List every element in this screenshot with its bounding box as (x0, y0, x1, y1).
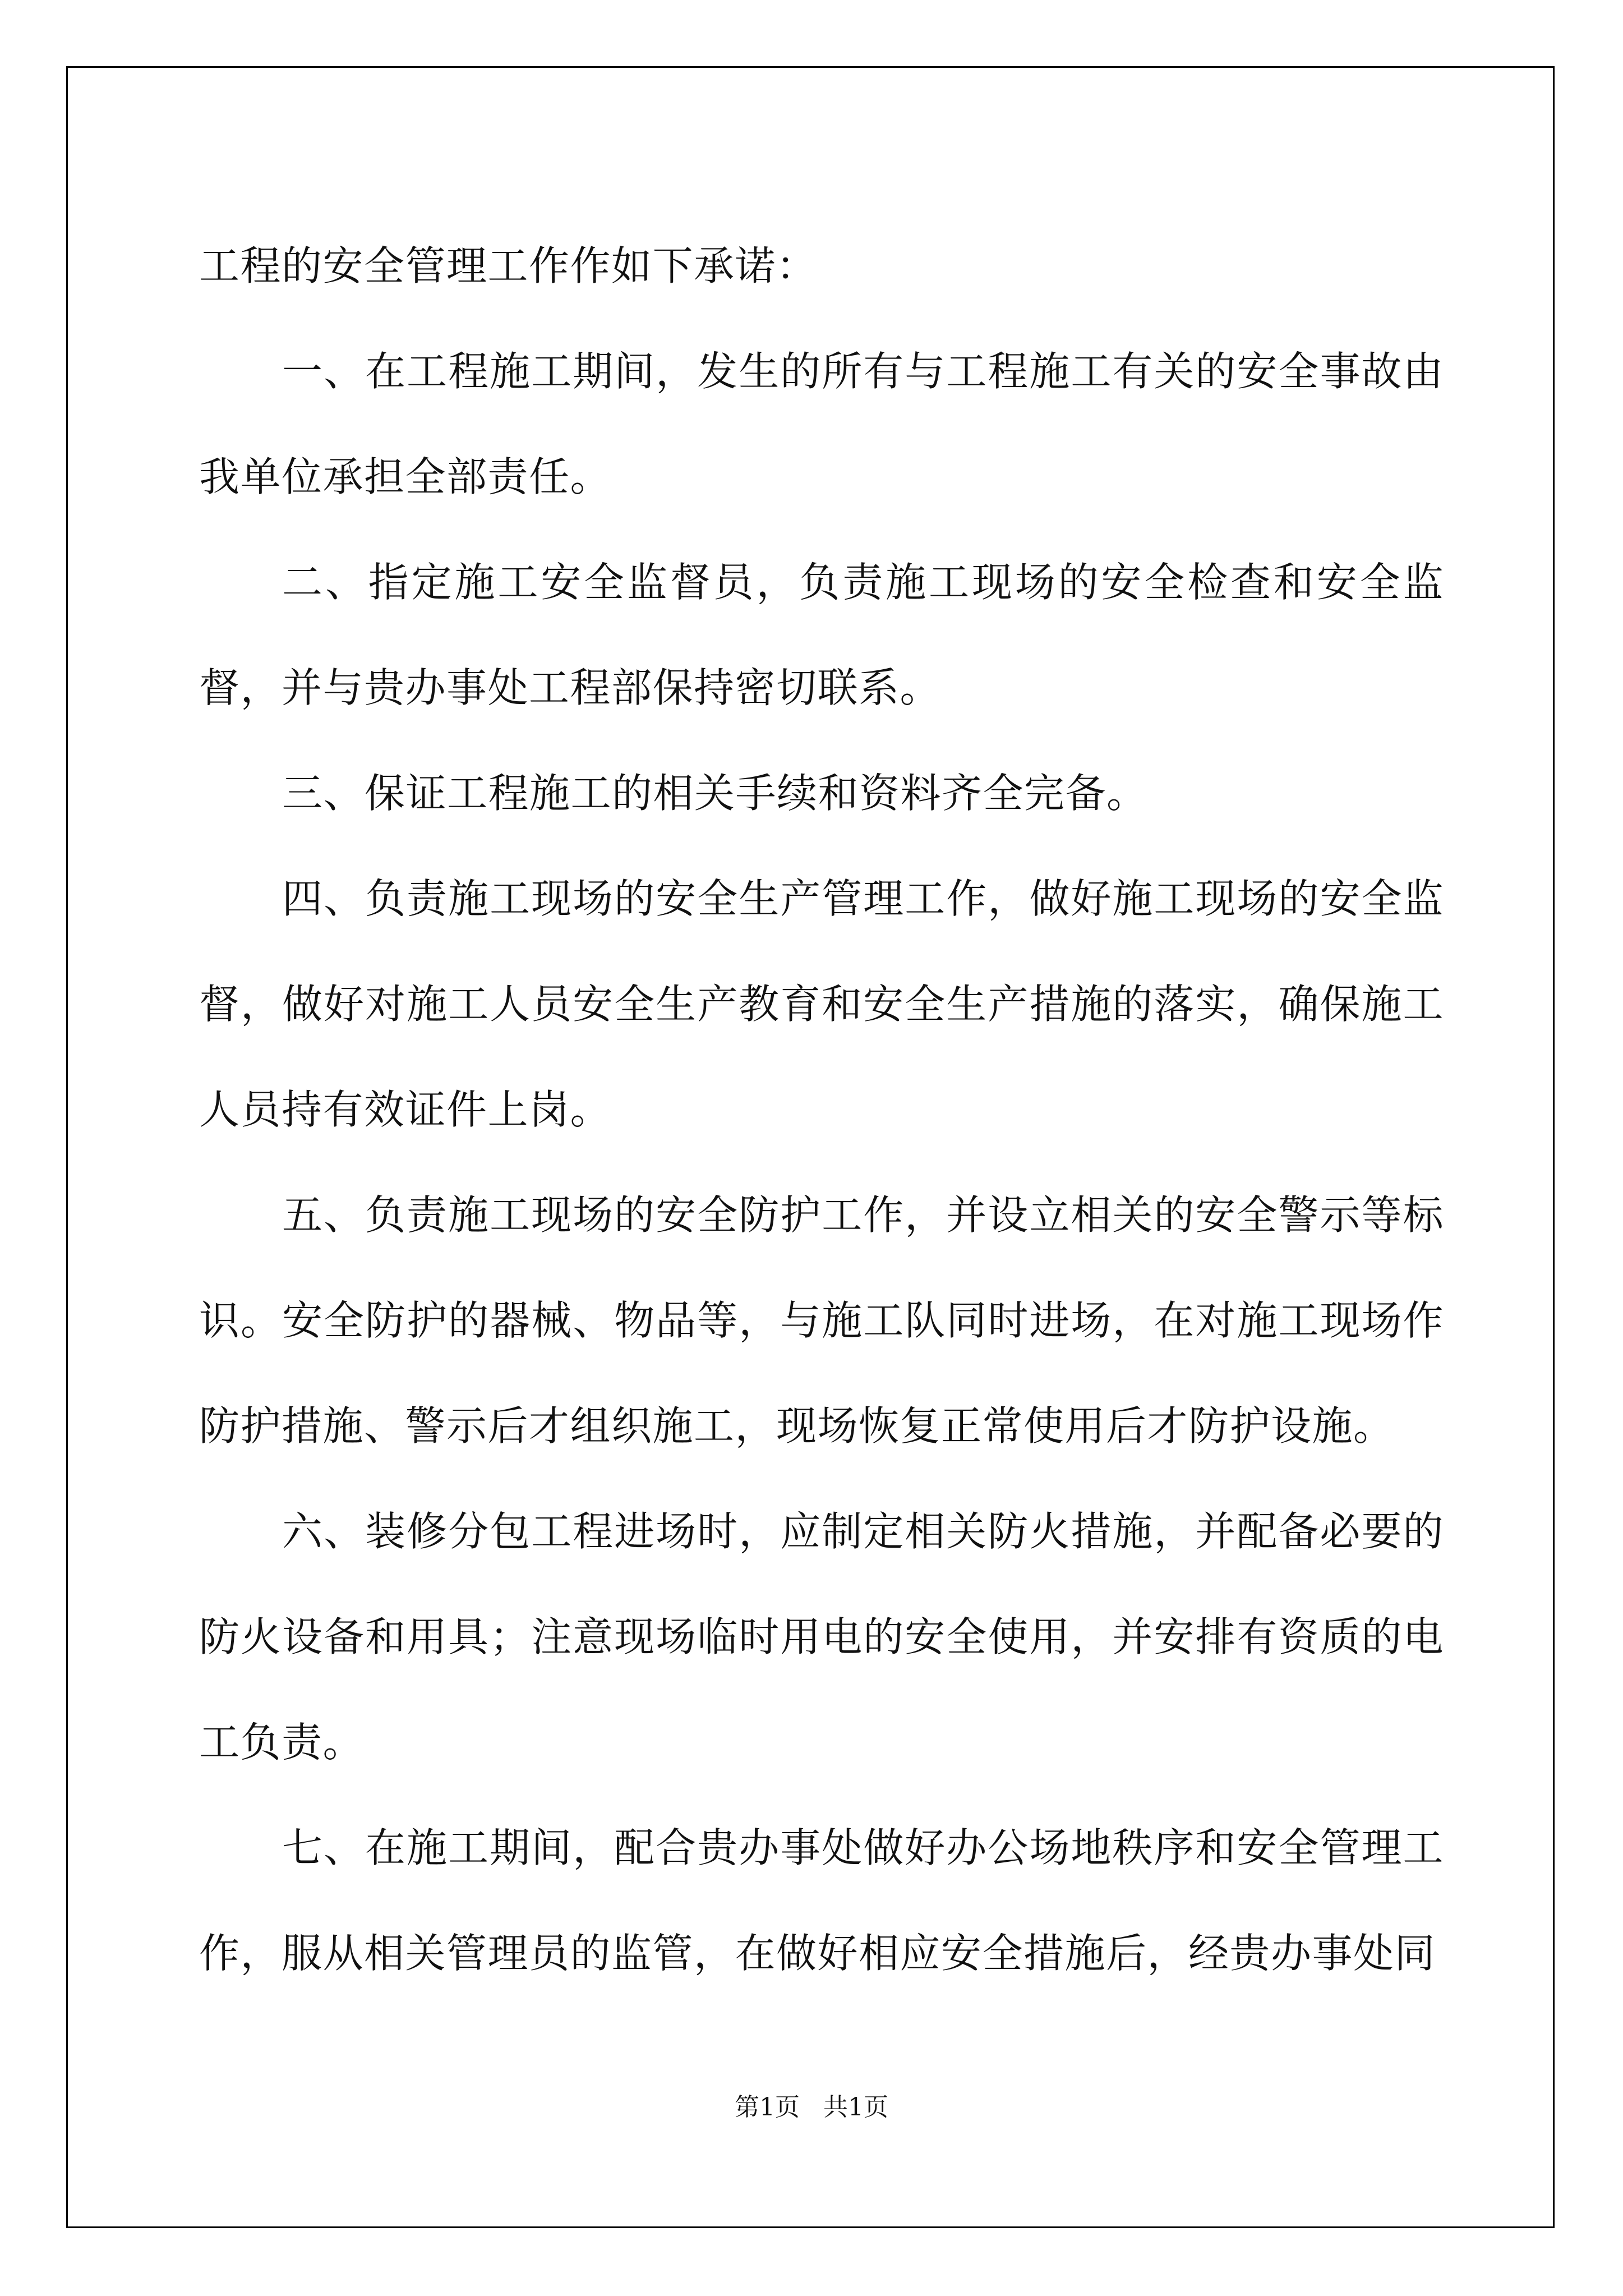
paragraph-2: 二、指定施工安全监督员，负责施工现场的安全检查和安全监督，并与贵办事处工程部保持密切联系。 (199, 559, 1444, 711)
paragraph-1: 一、在工程施工期间，发生的所有与工程施工有关的安全事故由我单位承担全部责任。 (199, 348, 1444, 500)
page-footer: 第1页 共1页 (735, 2093, 888, 2122)
paragraph-4: 四、负责施工现场的安全生产管理工作，做好施工现场的安全监督，做好对施工人员安全生产教育和安全生产措施的落实，确保施工人员持有效证件上岗。 (199, 875, 1444, 1133)
paragraph-0: 工程的安全管理工作作如下承诺： (199, 242, 818, 289)
document-body (199, 213, 1444, 2006)
paragraph-6: 六、装修分包工程进场时，应制定相关防火措施，并配备必要的防火设备和用具；注意现场临时用电的安全使用，并安排有资质的电工负责。 (199, 1508, 1444, 1766)
paragraph-5: 五、负责施工现场的安全防护工作，并设立相关的安全警示等标识。安全防护的器械、物品等，与施工队同时进场，在对施工现场作防护措施、警示后才组织施工，现场恢复正常使用后才防护设施。 (199, 1191, 1444, 1450)
paragraph-7: 七、在施工期间，配合贵办事处做好办公场地秩序和安全管理工作，服从相关管理员的监管，在做好相应安全措施后，经贵办事处同 (199, 1824, 1444, 1977)
paragraph-3: 三、保证工程施工的相关手续和资料齐全完备。 (282, 770, 1148, 817)
